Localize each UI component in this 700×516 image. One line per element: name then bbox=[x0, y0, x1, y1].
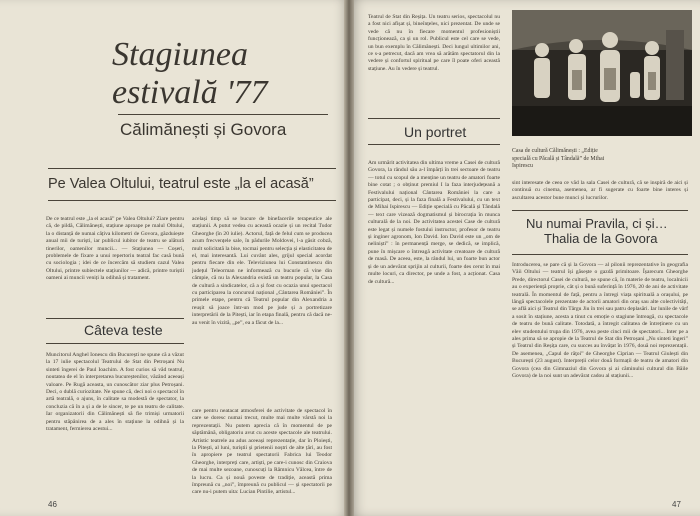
article-subtitle: Călimănești și Govora bbox=[120, 120, 287, 139]
title-divider bbox=[118, 114, 328, 115]
section-heading: Câteva teste bbox=[84, 322, 163, 338]
right-top-column: Teatrul de Stat din Reșița. Un teatru serios, spectacolul nu a fost nici afișat și, bineînțeles, nici prezentat. De unde se vede că nu în fiecare momentul profesioniștii funcționează, ca și un rol. Publicul este cel care se vede, un bun exemplu în Călimănești. Deci lungul ultimilor ani, ce s-a petrecut, dacă am vrea să arătăm spectatorul din la vedere și confortul spiritual pe care îl poate oferi această stațiune. Au în vedere și teatrul. bbox=[368, 14, 500, 72]
page-gutter bbox=[344, 0, 354, 516]
pravila-heading-line-1: Nu numai Pravila, ci și… bbox=[526, 216, 668, 231]
stage-photo-icon bbox=[512, 10, 692, 136]
title-line-1: Stagiunea bbox=[112, 36, 248, 73]
portret-continued: sint interesate de ceea ce văd la sala Casei de cultură, că se inspiră de aici și continuă cu cinema, asemenea, ar fi sugerate cu foarte bine interes și ascultarea acestor bune munci și lucrurilor. bbox=[512, 180, 688, 201]
article-title bbox=[112, 36, 332, 112]
portret-divider-bottom bbox=[368, 144, 500, 145]
caption-line-3: Ispirescu bbox=[512, 163, 533, 170]
pravila-heading-line-2: Thalia de la Govora bbox=[544, 231, 658, 246]
pravila-divider-top bbox=[512, 210, 688, 211]
portret-heading: Un portret bbox=[404, 124, 467, 140]
kicker-divider bbox=[48, 200, 336, 201]
pravila-heading bbox=[526, 216, 668, 246]
photo-caption bbox=[512, 148, 688, 171]
section-column-2: care pentru neatacat atmosferei de activitate de spectacol în care se doresc numai trecut, multe mai multe vârstă noi la reprezentații. Nu putem aprecia că în momentul de pe săptămână, obligatoriu avut cu aceste spectacole ale teatrului. Artistic teatrele au adus aceeași reprezentație, dar în Ploiești, la Pitești, al luni, turiștii și prietenii noștri de alte țări, au fost în apropiere pe teatrul spectatorii Fabrica lui Teodor Gheorghe, interpreți care, artiști, pe care-i cunosc din Craiova de mai multe sezoane, cunoscuți la Râmnicu Vâlcea, între de la lucru. Ca și nouă poveste de tradiție, această prima împreună cu „noi”, împreună cu publicul — și spectatorii pe care nu-i putem uita: Lucian Pintilie, artistul... bbox=[192, 408, 332, 496]
section-divider-bottom bbox=[46, 343, 184, 344]
pravila-divider-bottom bbox=[512, 254, 688, 255]
caption-line-1: Casa de cultură Călimănești : „Ediție bbox=[512, 148, 598, 154]
page-number-left: 46 bbox=[48, 500, 57, 509]
left-page bbox=[0, 0, 348, 516]
page-number-right: 47 bbox=[672, 500, 681, 509]
section-divider-top bbox=[46, 318, 184, 319]
article-kicker: Pe Valea Oltului, teatrul este „la el acasă” bbox=[48, 176, 314, 192]
pravila-column: Introducerea, se pare că și la Govora — al pilonii reprezentative în geografia Văii Oltului — teatrul își găsește o gazdă primitoare. Îșarecum Gheorghe Prede, directorul Casei de cultură, ne spune că, în materie de teatru, localnicii au o experiență proprie, cât și o bună suferință în 1976, 20 de ani de activitate teatrală. În momentul de față, pentru a întregi viața spirituală a orașului, pe lângă spectacolele prezentate de actorii amatori din oraș sau alte colectivități, se află aici și Teatrul din Târgu Jiu în trei sau patru deplasări. Iar lunile de vârf a sosit în stațiune, acesta a tinut cu emoție o stagiune întreagă, cu spectacole de teatru de bună calitate. Totodată, a întregit calitatea de întreținere cu un elev studentului trupa din 1976, avea peste cinci mii de spectatori... Inter pe a ales prima să se apropie de la Teatrul de Stat din Petroșani „Nu sinteti îngeri” și Teatrul din Reșița care, cu succes au învățat în 1976, două noi reprezentații. De asemenea, „Capul de răţoi” de Gheorghe Ciprian — Teatrul Giulești din București (23 august). Interpreții celor două formații de teatru de amatori din Govora (cea din Gimnaziul din Govora și ai căminului cultural din Băile Govora) de la noi sunt un adevărat cadou al stațiunii... bbox=[512, 262, 688, 380]
portret-divider-top bbox=[368, 118, 500, 119]
caption-line-2: specială cu Păcală și Tândală” de Mihai bbox=[512, 155, 605, 162]
intro-column-2: același timp să se bucure de binefacerile terapeutice ale stațiunii. A putut vedea cu această ocazie și un recital Tudor Gheorghe (în 20 iulie). Actorul, față de felul cum se producea acum frecvențele sale, în pădurile Moldovei, l-a găsit cobză, mult solicitată la bise, tocmai pentru selecția și elasticitatea de el, mai interesantă. Lui cuvânt ales, grijul special acordat pentru fiecare din ele. Televiziunea lui Constantinescu din județul Teleorman ne informează cu bucurie că vine din câmpie, că nu la Alexandria există un teatru popular, la Casa de cultură a sindicatelor, că a și fost cu ocazia unui spectacol cu participarea la concursul național „Cântarea României”. În primele etape, pentru că Teatrul popular din Alexandria a reușit să joace într-un mod pe jude și a portretizare interpretării de la Pitești, iar în etapa finală, pentru că dacă ne-au venit în vizită, „pe”, ea a făcut de la... bbox=[192, 216, 332, 326]
subtitle-divider bbox=[48, 168, 336, 169]
title-line-2: estivală '77 bbox=[112, 74, 268, 111]
stage-photo-graphic bbox=[512, 10, 692, 136]
portret-column: Am urmărit activitatea din ultima vreme a Casei de cultură Govora, la rândul său a-l împărți în trei sectoare de teatru — totul cu scopul de a menține un teatru de amatori foarte bine cotat ; o obținut premiul I la faza interjudețeană a Festivalului național Cântarea României la care a participat, deci, și la faza finală a Festivalului, cu un text de Mihai Ispirescu — Ediție specială cu Păcală și Tândală — text care vizează dogmatismul și birocrația în munca culturală de la noi. De activitatea acestei Case de cultură este legat și numele fostului instructor, profesor de teatru și inginer agronom, Ion David. Ion David este un „om de neliniști” : în permanență merge, se dedică, se implică, pune în mișcare o întreagă activitate creatoare de cultură de masă. De aceea, este, la rândul lui, un foarte bun actor și de un adevărat sprijin al culturii, foarte des cerut în mai multe locuri, ca director, pe unde a fost, a acționat. Casa de cultură... bbox=[368, 160, 500, 285]
section-column-1: Muncitorul Anghel Ionescu din București ne spune că a văzut la 17 iulie spectacolul Teatrului de Stat din Petroșani Nu sinteti îngerei de Paul Ioachim. A fost curios să văd teatrul, noutatea de el în interpretarea bucureștenilor, văzând aceeași valoare. Pe Rugă aceasta, un cunoscător ziar plus Petroșani. Deci, o dublă curiozitate. Ne spune că, deci noi o spectacol în artă teatrală, o ajuns, în calitate sa modestă de spectator, la concluzia că în a și a de le sincer, te pe un teatru de calitate. Iar organizatorii din Călimănești să fie trimiși urmatorii pentru stăpânirea de a ales în stațiune la odihnă și la tratament, fermierea acestui... bbox=[46, 352, 184, 433]
intro-column-1: De ce teatrul este „la el acasă” pe Valea Oltului? Ziare pentru că, de pildă, Călimănești, stațiune aproape pe malul Oltului, la o distanță de numai câțiva kilometri de Govora, găzduiește anual mii de turiști, iar publicul iubitor de teatru se alătură tinerilor, oamenilor muncii... — Stațiunea — Coșeri, problemele de fixare a unui repertoriu teatral fac casă bună cu sociologia ; idei de ce încercăm să studiem cazul Valea Oltului, printre subiectele stațiunilor — adică, printre turiștii oameni ai muncii veniți la odihnă și tratament. bbox=[46, 216, 184, 282]
